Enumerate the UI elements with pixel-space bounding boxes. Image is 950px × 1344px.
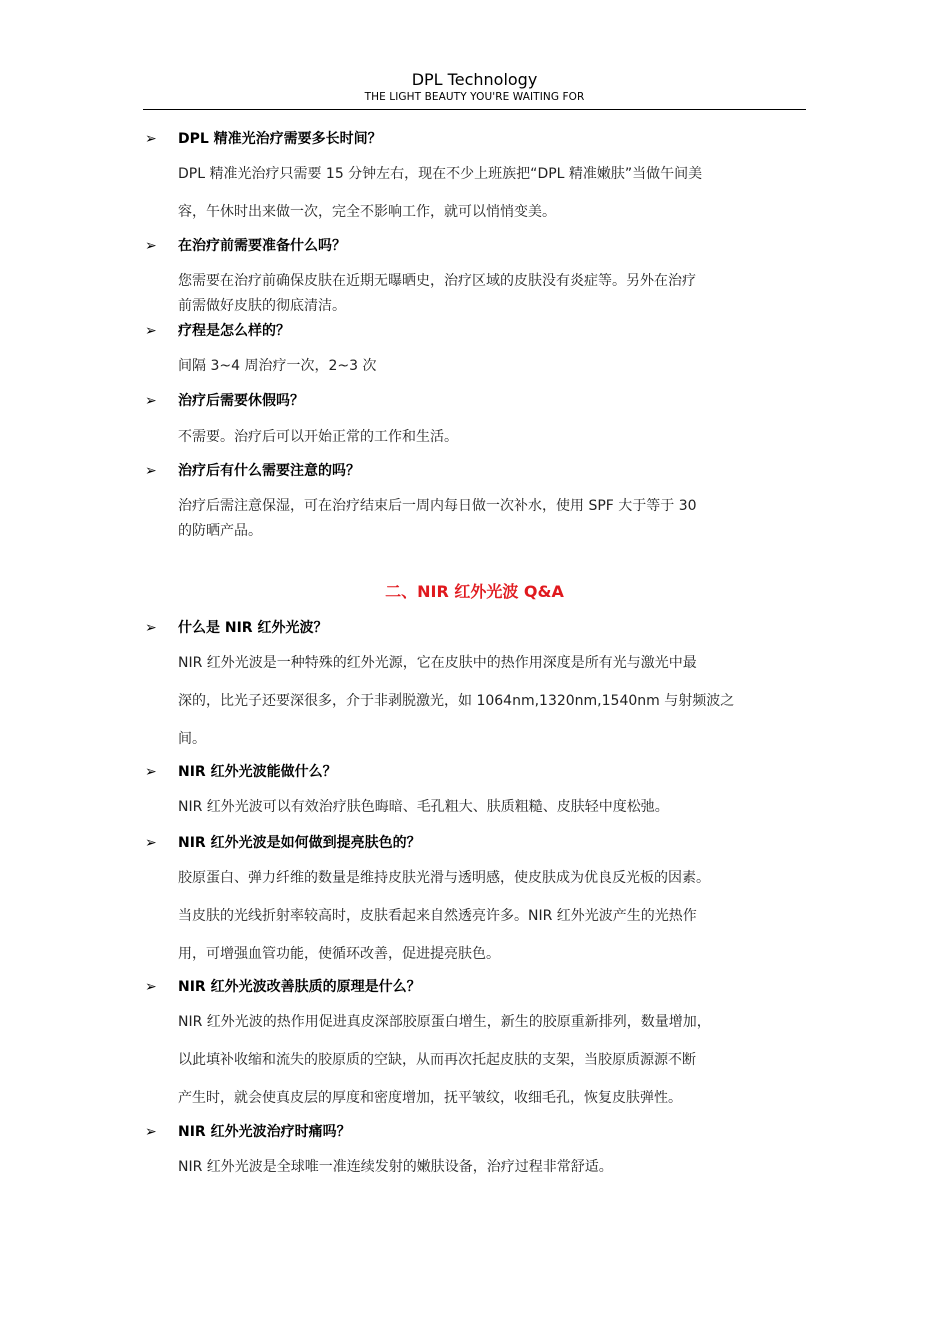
arrow-bullet-icon: ➢ <box>145 1124 157 1140</box>
arrow-bullet-icon: ➢ <box>145 979 157 995</box>
question-item <box>145 617 327 637</box>
question-item <box>145 235 346 255</box>
answer-line: NIR 红外光波是全球唯一准连续发射的嫩肤设备，治疗过程非常舒适。 <box>178 1159 613 1175</box>
question-text: 疗程是怎么样的？ <box>178 323 290 339</box>
question-text: NIR 红外光波能做什么？ <box>178 764 337 780</box>
question-item <box>145 460 360 480</box>
header-subtitle: THE LIGHT BEAUTY YOU'RE WAITING FOR <box>364 91 585 103</box>
question-text: 治疗后有什么需要注意的吗？ <box>178 463 360 479</box>
arrow-bullet-icon: ➢ <box>145 835 157 851</box>
question-text: NIR 红外光波是如何做到提亮肤色的？ <box>178 835 421 851</box>
answer-line: NIR 红外光波的热作用促进真皮深部胶原蛋白增生，新生的胶原重新排列，数量增加， <box>178 1014 711 1030</box>
question-item <box>145 761 337 781</box>
question-item <box>145 1121 351 1141</box>
section-heading: 二、NIR 红外光波 Q&A <box>385 582 564 601</box>
question-item <box>145 390 304 410</box>
answer-line: 前需做好皮肤的彻底清洁。 <box>178 298 346 314</box>
question-text: DPL 精准光治疗需要多长时间？ <box>178 131 382 147</box>
answer-line: 容，午休时出来做一次，完全不影响工作，就可以悄悄变美。 <box>178 204 556 220</box>
answer-line: DPL 精准光治疗只需要 15 分钟左右，现在不少上班族把“DPL 精准嫩肤”当做午间美 <box>178 166 703 182</box>
page-header <box>143 70 806 104</box>
header-divider <box>143 109 806 110</box>
answer-line: 间。 <box>178 731 206 747</box>
question-item <box>145 832 421 852</box>
question-item <box>145 976 421 996</box>
arrow-bullet-icon: ➢ <box>145 620 157 636</box>
question-text: NIR 红外光波治疗时痛吗？ <box>178 1124 351 1140</box>
answer-line: 产生时，就会使真皮层的厚度和密度增加，抚平皱纹，收细毛孔，恢复皮肤弹性。 <box>178 1090 682 1106</box>
question-text: 治疗后需要休假吗？ <box>178 393 304 409</box>
answer-line: 深的，比光子还要深很多，介于非剥脱激光，如 1064nm,1320nm,1540nm 与射频波之 <box>178 693 735 709</box>
answer-line: NIR 红外光波可以有效治疗肤色晦暗、毛孔粗大、肤质粗糙、皮肤轻中度松弛。 <box>178 799 669 815</box>
answer-line: 治疗后需注意保湿，可在治疗结束后一周内每日做一次补水，使用 SPF 大于等于 30 <box>178 498 697 514</box>
question-item <box>145 320 290 340</box>
answer-line: 以此填补收缩和流失的胶原质的空缺，从而再次托起皮肤的支架，当胶原质源源不断 <box>178 1052 696 1068</box>
answer-line: 的防晒产品。 <box>178 523 262 539</box>
arrow-bullet-icon: ➢ <box>145 764 157 780</box>
answer-line: 您需要在治疗前确保皮肤在近期无曝晒史，治疗区域的皮肤没有炎症等。另外在治疗 <box>178 273 696 289</box>
answer-line: 间隔 3~4 周治疗一次，2~3 次 <box>178 358 377 374</box>
arrow-bullet-icon: ➢ <box>145 463 157 479</box>
answer-line: 不需要。治疗后可以开始正常的工作和生活。 <box>178 429 458 445</box>
question-text: NIR 红外光波改善肤质的原理是什么？ <box>178 979 421 995</box>
answer-line: 胶原蛋白、弹力纤维的数量是维持皮肤光滑与透明感，使皮肤成为优良反光板的因素。 <box>178 870 710 886</box>
header-title: DPL Technology <box>411 70 538 89</box>
question-text: 在治疗前需要准备什么吗？ <box>178 238 346 254</box>
answer-line: NIR 红外光波是一种特殊的红外光源，它在皮肤中的热作用深度是所有光与激光中最 <box>178 655 697 671</box>
arrow-bullet-icon: ➢ <box>145 238 157 254</box>
question-item <box>145 128 382 148</box>
arrow-bullet-icon: ➢ <box>145 393 157 409</box>
arrow-bullet-icon: ➢ <box>145 131 157 147</box>
arrow-bullet-icon: ➢ <box>145 323 157 339</box>
answer-line: 用，可增强血管功能，使循环改善，促进提亮肤色。 <box>178 946 500 962</box>
answer-line: 当皮肤的光线折射率较高时，皮肤看起来自然透亮许多。NIR 红外光波产生的光热作 <box>178 908 697 924</box>
question-text: 什么是 NIR 红外光波？ <box>178 620 328 636</box>
